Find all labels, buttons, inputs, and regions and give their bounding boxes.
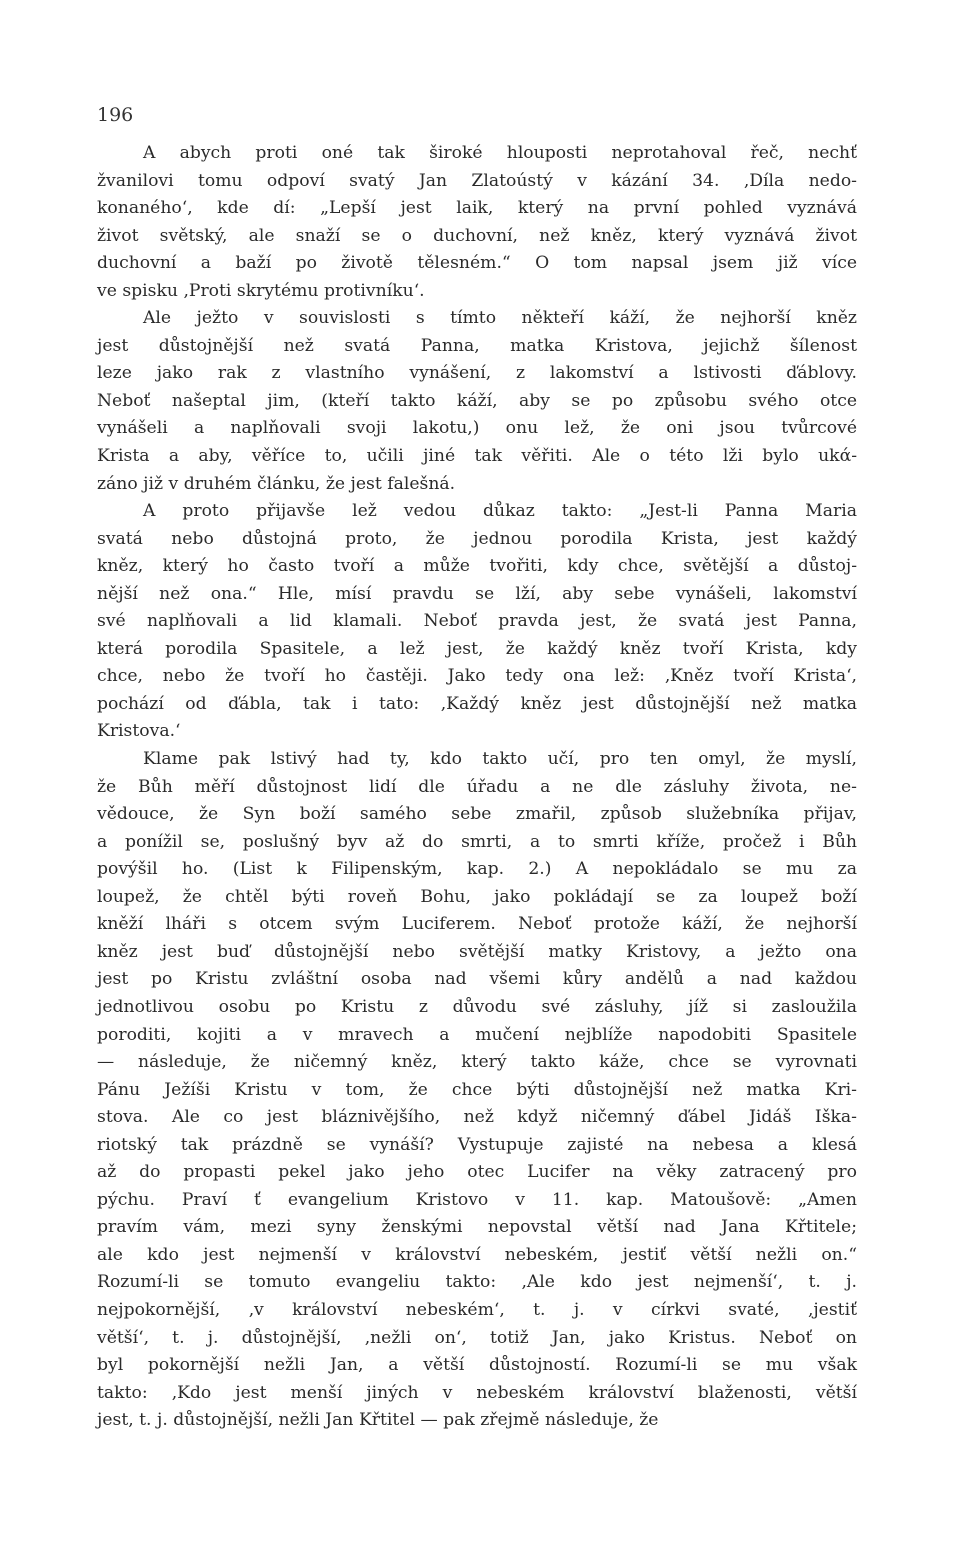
text-line: jednotlivou osobu po Kristu z důvodu své zásluhy, jíž si zasloužila [97,996,857,1017]
text-line: A abych proti oné tak široké hlouposti neprotahoval řeč, nechť [143,143,857,163]
paragraph [97,305,857,498]
text-line: kněz jest buď důstojnější nebo světější matky Kristovy, a ježto ona [97,941,857,962]
text-line: jest, t. j. důstojnější, nežli Jan Křtitel — pak zřejmě následuje, že [97,1410,659,1431]
text-line: loupež, že chtěl býti roveň Bohu, jako pokládají se za loupež boží [97,886,857,907]
text-line: vynášeli a naplňovali svoji lakotu,) onu lež, že oni jsou tvůrcové [97,418,857,439]
text-line: Ale ježto v souvislosti s tímto někteří káží, že nejhorší kněz [143,308,857,329]
text-line: A proto přijavše lež vedou důkaz takto: „Jest-li Panna Maria [143,501,857,522]
text-line: stova. Ale co jest bláznivějšího, než když ničemný ďábel Jidáš Iška- [97,1107,857,1128]
text-line: ale kdo jest nejmenší v království nebeském, jestiť větší nežli on.“ [97,1244,857,1265]
text-line: záno již v druhém článku, že jest falešná. [97,473,456,494]
text-line: jest po Kristu zvláštní osoba nad všemi kůry andělů a nad každou [97,969,857,990]
text-line: Pánu Ježíši Kristu v tom, že chce býti důstojnější než matka Kri- [97,1079,857,1100]
text-line: konaného‘, kde dí: „Lepší jest laik, který na první pohled vyznává [97,198,857,219]
text-line: chce, nebo že tvoří ho častěji. Jako tedy ona lež: ‚Kněz tvoří Krista‘, [97,666,857,687]
text-line: Klame pak lstivý had ty, kdo takto učí, pro ten omyl, že myslí, [143,749,857,770]
text-line: Krista a aby, věříce to, učili jiné tak věřiti. Ale o této lži bylo ukά- [97,446,857,467]
text-line: leze jako rak z vlastního vynášení, z lakomství a lstivosti ďáblovy. [97,363,857,384]
text-line: riotský tak prázdně se vynáší? Vystupuje zajisté na nebesa a klesá [97,1134,857,1155]
text-line: až do propasti pekel jako jeho otec Lucifer na věky zatracený pro [97,1162,857,1183]
text-line: nější než ona.“ Hle, mísí pravdu se lží, aby sebe vynášeli, lakomství [97,583,857,604]
text-line: vědouce, že Syn boží samého sebe zmařil, způsob služebníka přijav, [97,804,857,825]
text-line: Rozumí-li se tomuto evangeliu takto: ‚Ale kdo jest nejmenší‘, t. j. [97,1272,857,1293]
text-line: a ponížil se, poslušný byv až do smrti, a to smrti kříže, pročež i Bůh [97,831,857,852]
text-line: Kristova.‘ [97,721,181,742]
text-line: žvanilovi tomu odpoví svatý Jan Zlatoústý v kázání 34. ‚Díla nedo- [97,170,857,191]
paragraph [97,498,857,746]
body-text [97,140,857,1435]
paragraph [97,746,857,1435]
text-line: kněz, který ho často tvoří a může tvořiti, kdy chce, světější a důstoj- [97,556,857,577]
text-line: byl pokornější nežli Jan, a větší důstojností. Rozumí-li se mu však [97,1355,857,1376]
text-line: život světský, ale snaží se o duchovní, než kněz, který vyznává život [97,225,857,246]
text-line: takto: ‚Kdo jest menší jiných v nebeském království blaženosti, větší [97,1382,857,1403]
text-line: Neboť našeptal jim, (kteří takto káží, aby se po způsobu svého otce [97,390,857,411]
text-line: poroditi, kojiti a v mravech a mučení nejblíže napodobiti Spasitele [97,1024,857,1045]
text-line: pravím vám, mezi syny ženskými nepovstal větší nad Jana Křtitele; [97,1217,857,1238]
text-line: která porodila Spasitele, a lež jest, že každý kněz tvoří Krista, kdy [97,638,857,659]
text-line: duchovní a baží po životě tělesném.“ O tom napsal jsem již více [97,253,857,274]
text-line: větší‘, t. j. důstojnější, ‚nežli on‘, totiž Jan, jako Kristus. Neboť on [97,1327,857,1348]
text-line: ve spisku ‚Proti skrytému protivníku‘. [97,280,425,301]
text-line: pochází od ďábla, tak i tato: ‚Každý kněz jest důstojnější než matka [97,693,857,714]
page-number: 196 [97,104,134,126]
text-line: — následuje, že ničemný kněz, který takto káže, chce se vyrovnati [97,1052,857,1073]
paragraph [97,140,857,305]
text-line: kněží lháři s otcem svým Luciferem. Neboť protože káží, že nejhorší [97,914,857,935]
text-line: povýšil ho. (List k Filipenským, kap. 2.) A nepokládalo se mu za [97,859,857,880]
text-line: své naplňovali a lid klamali. Neboť pravda jest, že svatá jest Panna, [97,611,857,632]
text-line: že Bůh měří důstojnost lidí dle úřadu a ne dle zásluhy života, ne- [97,776,857,797]
text-line: nejpokornější, ‚v království nebeském‘, t. j. v církvi svaté, ‚jestiť [97,1299,857,1320]
text-line: svatá nebo důstojná proto, že jednou porodila Krista, jest každý [97,528,857,549]
text-line: pýchu. Praví ť evangelium Kristovo v 11. kap. Matoušově: „Amen [97,1189,857,1210]
text-line: jest důstojnější než svatá Panna, matka Kristova, jejichž šílenost [97,335,857,356]
